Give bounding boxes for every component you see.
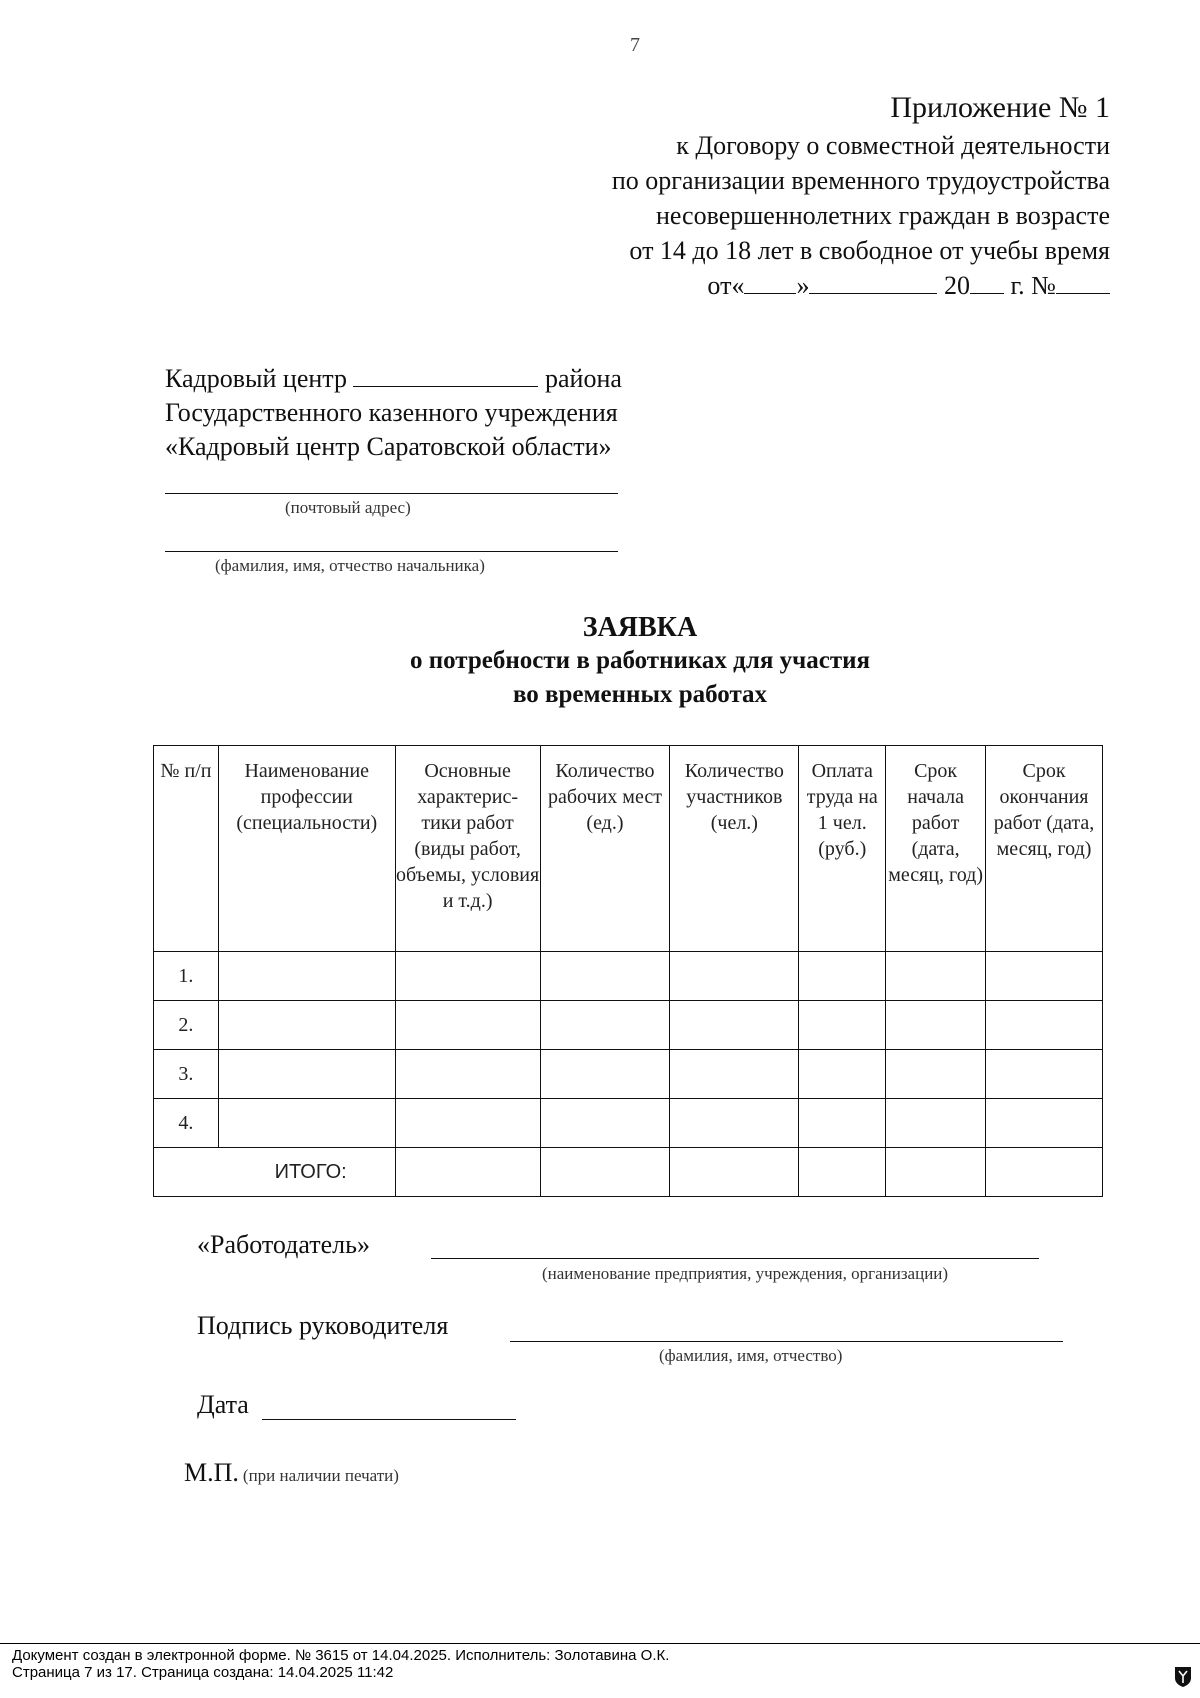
header-cell: Оплата труда на 1 чел. (руб.): [799, 746, 886, 952]
table-cell[interactable]: [218, 1099, 395, 1148]
employer-name-field[interactable]: [431, 1258, 1039, 1259]
table-cell[interactable]: [218, 1001, 395, 1050]
row-number: 4.: [154, 1099, 219, 1148]
footer-line: Документ создан в электронной форме. № 3615 от 14.04.2025. Исполнитель: Золотавина О.К.: [12, 1647, 670, 1664]
table-cell[interactable]: [540, 1148, 670, 1197]
table-cell[interactable]: [986, 1099, 1103, 1148]
table-cell[interactable]: [540, 1050, 670, 1099]
table-row: [154, 1050, 1103, 1099]
row-number: 3.: [154, 1050, 219, 1099]
table-header-row: [154, 746, 1103, 952]
date-label: Дата: [197, 1390, 249, 1419]
month-blank[interactable]: [809, 269, 937, 294]
footer-line: Страница 7 из 17. Страница создана: 14.04.2025 11:42: [12, 1664, 394, 1681]
table-row: [154, 952, 1103, 1001]
table-cell[interactable]: [670, 1001, 799, 1050]
employer-caption: (наименование предприятия, учреждения, организации): [542, 1264, 949, 1283]
document-subtitle: во временных работах: [512, 681, 768, 708]
contract-date-line: [612, 268, 1110, 303]
table-cell[interactable]: [218, 952, 395, 1001]
header-cell: Основные характерис- тики работ (виды работ, объемы, условия и т.д.): [395, 746, 540, 952]
date-from-label: от«: [707, 271, 745, 300]
table-cell[interactable]: [540, 1099, 670, 1148]
table-cell[interactable]: [986, 1001, 1103, 1050]
document-title: ЗАЯВКА: [582, 612, 698, 643]
date-quote-close: »: [796, 271, 810, 300]
header-cell: № п/п: [154, 746, 219, 952]
header-cell: Срок начала работ (дата, месяц, год): [886, 746, 986, 952]
head-signature-caption: (фамилия, имя, отчество): [659, 1346, 843, 1365]
request-table: [153, 745, 1103, 1197]
contract-number-blank[interactable]: [1056, 269, 1110, 294]
table-cell[interactable]: [395, 1001, 540, 1050]
page-number: 7: [630, 34, 640, 56]
table-cell[interactable]: [218, 1050, 395, 1099]
appendix-title: Приложение № 1: [890, 91, 1110, 124]
addressee-line3: «Кадровый центр Саратовской области»: [165, 432, 612, 461]
table-cell[interactable]: [799, 1001, 886, 1050]
stamp-label: М.П.: [184, 1458, 239, 1487]
addressee-line1-start: Кадровый центр: [165, 364, 347, 393]
footer-divider: [0, 1643, 1200, 1644]
table-cell[interactable]: [395, 952, 540, 1001]
table-cell[interactable]: [799, 1099, 886, 1148]
appendix-line: от 14 до 18 лет в свободное от учебы время: [629, 236, 1110, 265]
head-signature-label: Подпись руководителя: [197, 1311, 449, 1340]
postal-address-field[interactable]: [165, 493, 618, 494]
table-cell[interactable]: [670, 1148, 799, 1197]
table-row: [154, 1001, 1103, 1050]
table-cell[interactable]: [395, 1099, 540, 1148]
total-label: ИТОГО:: [154, 1148, 396, 1197]
footer: [12, 1647, 669, 1681]
row-number: 1.: [154, 952, 219, 1001]
table-cell[interactable]: [986, 1050, 1103, 1099]
table-row: [154, 1099, 1103, 1148]
table-cell[interactable]: [886, 1148, 986, 1197]
table-cell[interactable]: [886, 952, 986, 1001]
table-cell[interactable]: [886, 1001, 986, 1050]
document-subtitle: о потребности в работниках для участия: [409, 647, 871, 674]
table-cell[interactable]: [886, 1099, 986, 1148]
head-name-caption: (фамилия, имя, отчество начальника): [215, 556, 485, 575]
table-cell[interactable]: [670, 1099, 799, 1148]
table-cell[interactable]: [986, 1148, 1103, 1197]
stamp-caption: (при наличии печати): [242, 1466, 399, 1485]
addressee-block: [165, 362, 622, 464]
addressee-line1-end: района: [544, 364, 622, 393]
date-field[interactable]: [262, 1419, 516, 1420]
table-cell[interactable]: [540, 952, 670, 1001]
table-cell[interactable]: [670, 1050, 799, 1099]
table-cell[interactable]: [799, 1050, 886, 1099]
table-cell[interactable]: [799, 1148, 886, 1197]
table-cell[interactable]: [395, 1148, 540, 1197]
year-prefix: 20: [943, 271, 970, 300]
appendix-line: по организации временного трудоустройства: [611, 166, 1110, 195]
head-name-field[interactable]: [165, 551, 618, 552]
postal-address-caption: (почтовый адрес): [285, 498, 411, 517]
day-blank[interactable]: [744, 269, 796, 294]
row-number: 2.: [154, 1001, 219, 1050]
head-signature-field[interactable]: [510, 1341, 1063, 1342]
table-cell[interactable]: [799, 952, 886, 1001]
header-cell: Количество участников (чел.): [670, 746, 799, 952]
table-cell[interactable]: [540, 1001, 670, 1050]
appendix-header: [612, 88, 1110, 303]
table-cell[interactable]: [670, 952, 799, 1001]
addressee-line2: Государственного казенного учреждения: [165, 398, 618, 427]
number-label: г. №: [1010, 271, 1056, 300]
header-cell: Количество рабочих мест (ед.): [540, 746, 670, 952]
stamp-block: [184, 1458, 399, 1488]
header-cell: Наименование профессии (специальности): [218, 746, 395, 952]
table-cell[interactable]: [886, 1050, 986, 1099]
district-blank[interactable]: [353, 362, 538, 387]
appendix-line: к Договору о совместной деятельности: [676, 131, 1110, 160]
year-blank[interactable]: [970, 269, 1004, 294]
table-cell[interactable]: [395, 1050, 540, 1099]
header-cell: Срок окончания работ (дата, месяц, год): [986, 746, 1103, 952]
appendix-line: несовершеннолетних граждан в возрасте: [655, 201, 1110, 230]
table-cell[interactable]: [986, 952, 1103, 1001]
coat-of-arms-icon: [1174, 1664, 1192, 1688]
table-total-row: [154, 1148, 1103, 1197]
employer-label: «Работодатель»: [197, 1230, 370, 1259]
